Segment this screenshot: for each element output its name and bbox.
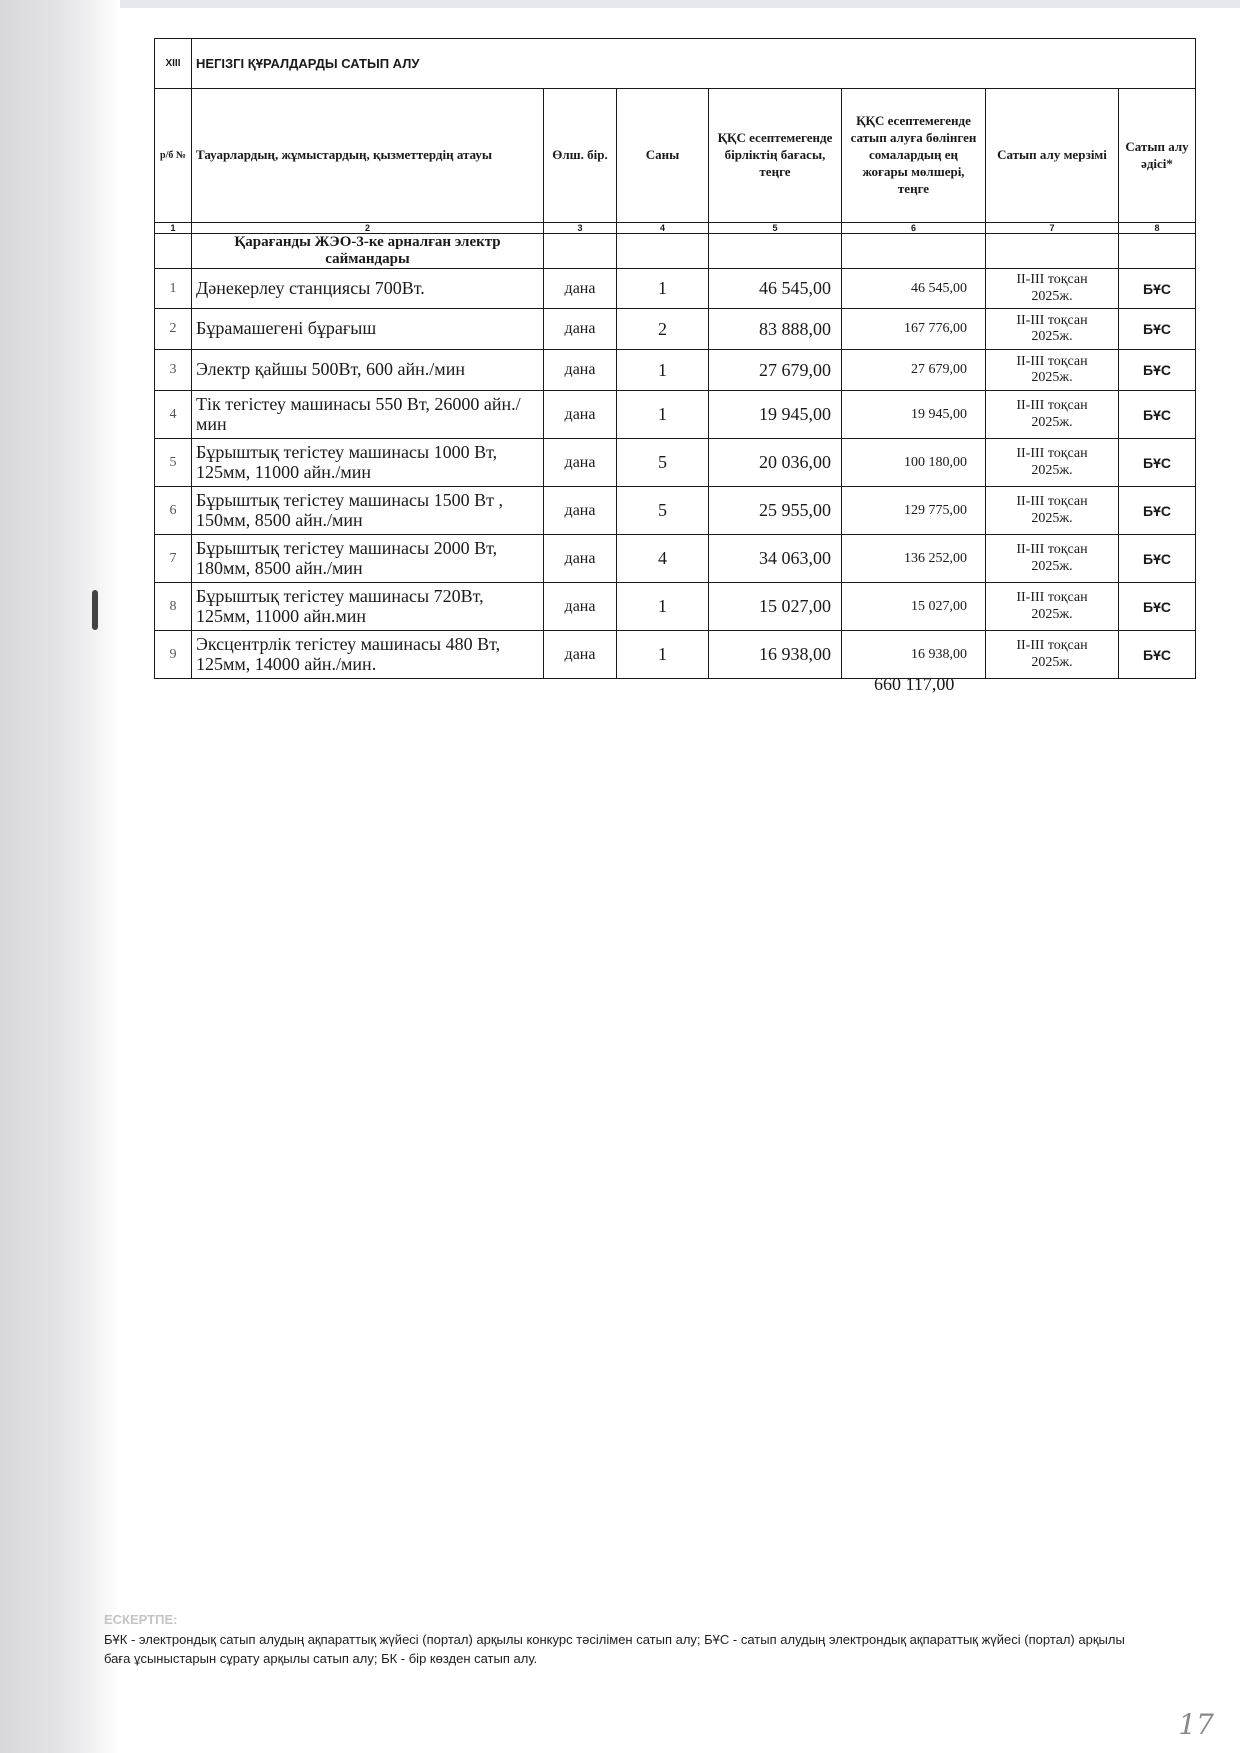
term-quarter: II-III тоқсан: [1016, 398, 1088, 414]
section-code: XIII: [155, 39, 192, 89]
header-name: Тауарлардың, жұмыстардың, қызметтердің атауы: [192, 89, 544, 223]
term-quarter: II-III тоқсан: [1016, 542, 1088, 558]
header-term: Сатып алу мерзімі: [986, 89, 1119, 223]
table-row: [155, 350, 1196, 391]
item-qty: 4: [617, 535, 709, 583]
item-name: Дәнекерлеу станциясы 700Вт.: [192, 269, 544, 309]
item-unit-price: 19 945,00: [709, 391, 842, 439]
item-qty: 1: [617, 269, 709, 309]
row-number: 1: [155, 269, 192, 309]
group-spacer: [986, 234, 1119, 269]
item-method: БҰС: [1119, 391, 1196, 439]
row-number: 9: [155, 631, 192, 679]
item-max-sum: 46 545,00: [842, 269, 986, 309]
header-unit-price: ҚҚС есептемегенде бірліктің бағасы, теңге: [709, 89, 842, 223]
item-unit: дана: [544, 309, 617, 350]
item-qty: 2: [617, 309, 709, 350]
item-max-sum: 167 776,00: [842, 309, 986, 350]
item-max-sum: 129 775,00: [842, 487, 986, 535]
item-unit-price: 16 938,00: [709, 631, 842, 679]
col-index: 2: [192, 223, 544, 234]
term-year: 2025ж.: [1031, 370, 1073, 385]
col-index: 3: [544, 223, 617, 234]
item-unit-price: 25 955,00: [709, 487, 842, 535]
procurement-table: [154, 38, 1196, 679]
item-qty: 1: [617, 631, 709, 679]
item-name: Бұрыштық тегістеу машинасы 720Вт, 125мм, 11000 айн.мин: [192, 583, 544, 631]
item-unit: дана: [544, 487, 617, 535]
term-year: 2025ж.: [1031, 288, 1073, 304]
col-index: 6: [842, 223, 986, 234]
col-index: 7: [986, 223, 1119, 234]
term-quarter: II-III тоқсан: [1016, 638, 1088, 654]
header-num: р/б №: [155, 89, 192, 223]
item-qty: 5: [617, 439, 709, 487]
table-row: [155, 535, 1196, 583]
item-method: БҰС: [1119, 269, 1196, 309]
item-unit: дана: [544, 439, 617, 487]
term-quarter: II-III тоқсан: [1016, 446, 1088, 462]
scan-binding-shadow: [0, 0, 120, 1753]
item-max-sum: 15 027,00: [842, 583, 986, 631]
item-name: Бұрыштық тегістеу машинасы 1000 Вт, 125мм, 11000 айн./мин: [192, 439, 544, 487]
group-spacer: [842, 234, 986, 269]
item-method: БҰС: [1119, 583, 1196, 631]
item-unit-price: 27 679,00: [709, 350, 842, 391]
term-year: 2025ж.: [1031, 654, 1073, 670]
item-method: БҰС: [1119, 535, 1196, 583]
header-qty: Саны: [617, 89, 709, 223]
item-term: [986, 391, 1119, 439]
item-term: [986, 631, 1119, 679]
table-row: [155, 269, 1196, 309]
table-row: [155, 583, 1196, 631]
item-unit-price: 46 545,00: [709, 269, 842, 309]
grand-total: 660 117,00: [874, 674, 955, 694]
row-number: 5: [155, 439, 192, 487]
table-row: [155, 631, 1196, 679]
header-row: [155, 89, 1196, 223]
term-quarter: II-III тоқсан: [1016, 590, 1088, 606]
row-number: 2: [155, 309, 192, 350]
binder-mark: [92, 590, 98, 630]
group-title: Қарағанды ЖЭО-3-ке арналған электр саймандары: [192, 234, 544, 269]
item-max-sum: 136 252,00: [842, 535, 986, 583]
item-term: [986, 439, 1119, 487]
column-index-row: [155, 223, 1196, 234]
term-year: 2025ж.: [1031, 558, 1073, 574]
item-unit: дана: [544, 583, 617, 631]
section-row: [155, 39, 1196, 89]
item-method: БҰС: [1119, 309, 1196, 350]
col-index: 8: [1119, 223, 1196, 234]
item-method: БҰС: [1119, 631, 1196, 679]
term-year: 2025ж.: [1031, 329, 1073, 344]
item-max-sum: 16 938,00: [842, 631, 986, 679]
item-unit: дана: [544, 535, 617, 583]
item-term: [986, 535, 1119, 583]
footnote-line: баға ұсыныстарын сұрату арқылы сатып алу; БК - бір көзден сатып алу.: [104, 1651, 538, 1666]
table-row: [155, 391, 1196, 439]
col-index: 5: [709, 223, 842, 234]
header-method: Сатып алу әдісі*: [1119, 89, 1196, 223]
item-term: [986, 269, 1119, 309]
item-max-sum: 19 945,00: [842, 391, 986, 439]
item-name: Тік тегістеу машинасы 550 Вт, 26000 айн./мин: [192, 391, 544, 439]
item-unit-price: 83 888,00: [709, 309, 842, 350]
item-name: Бұрыштық тегістеу машинасы 2000 Вт, 180мм, 8500 айн./мин: [192, 535, 544, 583]
group-spacer: [709, 234, 842, 269]
table-row: [155, 487, 1196, 535]
term-year: 2025ж.: [1031, 462, 1073, 478]
item-qty: 1: [617, 391, 709, 439]
term-quarter: II-III тоқсан: [1016, 494, 1088, 510]
item-unit-price: 20 036,00: [709, 439, 842, 487]
item-name: Бұрамашегені бұрағыш: [192, 309, 544, 350]
col-index: 4: [617, 223, 709, 234]
item-method: БҰС: [1119, 487, 1196, 535]
item-method: БҰС: [1119, 350, 1196, 391]
table-row: [155, 309, 1196, 350]
col-index: 1: [155, 223, 192, 234]
group-row: [155, 234, 1196, 269]
table-row: [155, 439, 1196, 487]
item-max-sum: 27 679,00: [842, 350, 986, 391]
row-number: 4: [155, 391, 192, 439]
term-year: 2025ж.: [1031, 414, 1073, 430]
item-unit: дана: [544, 391, 617, 439]
row-number: 8: [155, 583, 192, 631]
term-year: 2025ж.: [1031, 510, 1073, 526]
group-spacer: [155, 234, 192, 269]
group-spacer: [617, 234, 709, 269]
item-name: Эксцентрлік тегістеу машинасы 480 Вт, 125мм, 14000 айн./мин.: [192, 631, 544, 679]
section-title: НЕГІЗГІ ҚҰРАЛДАРДЫ САТЫП АЛУ: [192, 39, 1196, 89]
item-term: [986, 487, 1119, 535]
footnote-title: ЕСКЕРТПЕ:: [104, 1612, 178, 1627]
term-year: 2025ж.: [1031, 606, 1073, 622]
footnote-line: БҰК - электрондық сатып алудың ақпараттық жүйесі (портал) арқылы конкурс тәсілімен сатып алу; БҰС - сатып алудың электрондық ақпараттық жүйесі (портал) арқылы: [104, 1631, 1125, 1647]
item-qty: 5: [617, 487, 709, 535]
item-unit-price: 34 063,00: [709, 535, 842, 583]
header-max-sum: ҚҚС есептемегенде сатып алуға бөлінген сомалардың ең жоғары мөлшері, теңге: [842, 89, 986, 223]
page-number: 17: [1178, 1708, 1214, 1741]
item-term: [986, 309, 1119, 350]
item-unit: дана: [544, 350, 617, 391]
group-spacer: [544, 234, 617, 269]
row-number: 3: [155, 350, 192, 391]
item-method: БҰС: [1119, 439, 1196, 487]
header-unit: Өлш. бір.: [544, 89, 617, 223]
term-quarter: II-III тоқсан: [1016, 272, 1088, 288]
item-qty: 1: [617, 350, 709, 391]
item-max-sum: 100 180,00: [842, 439, 986, 487]
row-number: 7: [155, 535, 192, 583]
term-quarter: II-III тоқсан: [1016, 312, 1088, 328]
group-spacer: [1119, 234, 1196, 269]
row-number: 6: [155, 487, 192, 535]
item-unit: дана: [544, 269, 617, 309]
item-name: Бұрыштық тегістеу машинасы 1500 Вт , 150мм, 8500 айн./мин: [192, 487, 544, 535]
item-name: Электр қайшы 500Вт, 600 айн./мин: [192, 350, 544, 391]
item-unit-price: 15 027,00: [709, 583, 842, 631]
footnote: [104, 1610, 1214, 1669]
scan-top-edge: [0, 0, 1240, 8]
term-quarter: II-III тоқсан: [1016, 353, 1088, 369]
item-term: [986, 583, 1119, 631]
item-qty: 1: [617, 583, 709, 631]
item-term: [986, 350, 1119, 391]
item-unit: дана: [544, 631, 617, 679]
